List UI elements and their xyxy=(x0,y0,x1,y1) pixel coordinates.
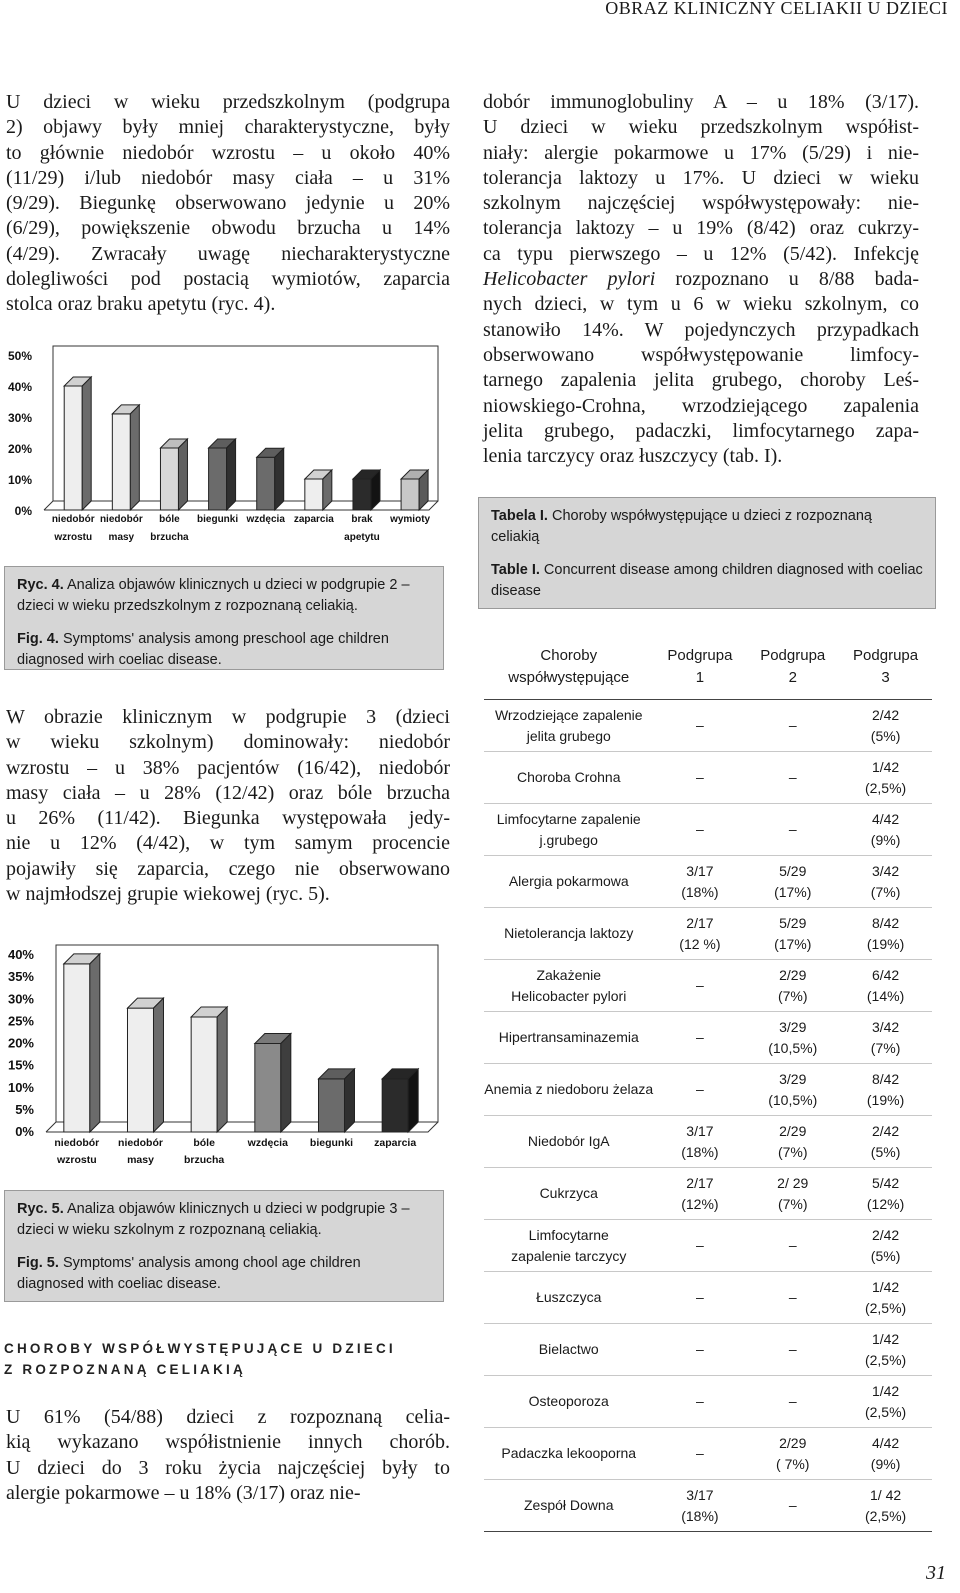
table-header-cell: Podgrupa 1 xyxy=(654,641,747,700)
table-row xyxy=(484,856,932,908)
category-label: apetytu xyxy=(344,532,380,543)
text-line: dolegliwości pod postacią wymiotów, zaparcia xyxy=(6,268,450,291)
table-row xyxy=(484,1376,932,1428)
table-1-caption xyxy=(478,497,936,609)
category-label: masy xyxy=(108,532,135,543)
table-cell: – xyxy=(746,1480,839,1532)
table-cell: 3/29 (10,5%) xyxy=(746,1064,839,1116)
table-cell: Niedobór IgA xyxy=(484,1116,654,1168)
table-cell: Choroba Crohna xyxy=(484,752,654,804)
table-cell: 5/42 (12%) xyxy=(839,1168,932,1220)
table-cell: – xyxy=(654,1428,747,1480)
text-line: 2) objawy były mniej charakterystyczne, były xyxy=(6,116,450,139)
bar-front xyxy=(318,1079,344,1132)
category-label: bóle xyxy=(159,514,180,525)
table-row xyxy=(484,804,932,856)
category-label: niedobór xyxy=(51,514,95,525)
text-line: tolerancja laktozy u 17%. U dzieci w wieku xyxy=(483,166,919,189)
y-tick-label: 40% xyxy=(7,380,32,394)
table-cell: – xyxy=(654,1220,747,1272)
text-line: alergie pokarmowe – u 18% (3/17) oraz nie- xyxy=(6,1481,361,1504)
figure-4-chart xyxy=(0,338,450,560)
table-cell: 2/42 (5%) xyxy=(839,1116,932,1168)
text-line: w wieku szkolnym) dominowały: niedobór xyxy=(6,731,450,754)
text-line: (4/29). Zwracały uwagę niecharakterystyczne xyxy=(6,242,450,265)
figure-4-caption-en: Symptoms' analysis among preschool age children diagnosed wirh coeliac disease. xyxy=(17,631,389,668)
bar-1 xyxy=(112,405,139,510)
bar-3 xyxy=(209,439,236,510)
bar-side xyxy=(178,439,187,510)
table-cell: Alergia pokarmowa xyxy=(484,856,654,908)
table-row xyxy=(484,1220,932,1272)
table-cell: 1/ 42 (2,5%) xyxy=(839,1480,932,1532)
figure-5-label-en: Fig. 5. xyxy=(17,1255,59,1271)
table-header-cell: Podgrupa 3 xyxy=(839,641,932,700)
text-line: stanowiło 14%. W pojedynczych przypadkach xyxy=(483,318,919,341)
category-label: wymioty xyxy=(390,514,431,525)
bar-2 xyxy=(160,439,187,510)
figure-4-label-en: Fig. 4. xyxy=(17,631,59,647)
text-line: tolerancja laktozy – u 19% (8/42) oraz cukrzy- xyxy=(483,217,919,240)
text-line: U 61% (54/88) dzieci z rozpoznaną celia- xyxy=(6,1406,450,1428)
table-cell: – xyxy=(654,1324,747,1376)
category-label: bóle xyxy=(193,1137,215,1149)
table-cell: 2/42 (5%) xyxy=(839,700,932,752)
category-label: niedobór xyxy=(54,1137,100,1149)
text-line: Helicobacter pylori rozpoznano u 8/88 bada- xyxy=(483,268,919,291)
bar-7 xyxy=(401,470,428,510)
table-row xyxy=(484,1168,932,1220)
table-cell: – xyxy=(654,960,747,1012)
paragraph-preschool xyxy=(6,90,450,318)
category-label: biegunki xyxy=(197,514,239,525)
table-cell: 3/17 (18%) xyxy=(654,1116,747,1168)
text-line: W obrazie klinicznym w podgrupie 3 (dzieci xyxy=(6,706,450,728)
table-row xyxy=(484,1324,932,1376)
bar-front xyxy=(305,479,323,510)
table-cell: 2/29 (7%) xyxy=(746,1116,839,1168)
text-line: masy ciała – u 28% (12/42) oraz bóle brzucha xyxy=(6,781,450,804)
table-1-caption-en: Concurrent disease among children diagnosed with coeliac disease xyxy=(491,562,923,599)
category-label: niedobór xyxy=(118,1137,163,1149)
table-row xyxy=(484,1064,932,1116)
y-tick-label: 5% xyxy=(15,1101,34,1117)
table-row xyxy=(484,1012,932,1064)
page-number: 31 xyxy=(926,1562,946,1584)
y-tick-label: 0% xyxy=(14,504,32,518)
y-tick-label: 30% xyxy=(7,411,32,425)
text-line: (9/29). Biegunkę obserwowano jedynie u 20% xyxy=(6,192,450,215)
paragraph-comorbid-left xyxy=(6,1405,450,1506)
bar-side xyxy=(90,954,100,1132)
y-tick-label: 20% xyxy=(7,1035,34,1051)
table-cell: 6/42 (14%) xyxy=(839,960,932,1012)
table-1-label: Tabela I. xyxy=(491,508,548,524)
comorbidity-table xyxy=(484,641,932,1532)
text-line: dobór immunoglobuliny A – u 18% (3/17). xyxy=(483,91,919,113)
bar-0 xyxy=(64,954,100,1132)
bar-5 xyxy=(305,470,332,510)
text-line: szkolnym najczęściej współwystępowały: nie- xyxy=(483,192,919,215)
y-tick-label: 10% xyxy=(7,473,32,487)
category-label: brzucha xyxy=(184,1154,225,1166)
table-cell: Anemia z niedoboru żelaza xyxy=(484,1064,654,1116)
table-row xyxy=(484,960,932,1012)
bar-front xyxy=(401,479,419,510)
text-line: U dzieci do 3 roku życia najczęściej były to xyxy=(6,1456,450,1479)
table-cell: Łuszczyca xyxy=(484,1272,654,1324)
bar-4 xyxy=(257,448,284,510)
bar-front xyxy=(191,1017,217,1132)
bar-front xyxy=(255,1044,281,1133)
category-label: wzdęcia xyxy=(247,1137,288,1149)
table-cell: 3/42 (7%) xyxy=(839,856,932,908)
figure-5-caption-pl: Analiza objawów klinicznych u dzieci w podgrupie 3 – dzieci w wieku szkolnym z rozpoznaną celiakią. xyxy=(17,1201,410,1238)
section-heading-line1: CHOROBY WSPÓŁWYSTĘPUJĄCE U DZIECI xyxy=(4,1341,396,1356)
text-line: u 26% (11/42). Biegunka występowała jedy- xyxy=(6,807,450,830)
bar-front xyxy=(127,1008,153,1132)
table-cell: – xyxy=(746,1272,839,1324)
table-row xyxy=(484,1480,932,1532)
y-tick-label: 35% xyxy=(7,969,34,985)
bar-side xyxy=(275,448,284,510)
category-label: brak xyxy=(351,514,373,525)
table-cell: 2/29 (7%) xyxy=(746,960,839,1012)
table-cell: – xyxy=(746,1376,839,1428)
figure-4-caption xyxy=(4,566,444,670)
text-line: ca typu pierwszego – u 12% (5/42). Infekcję xyxy=(483,242,919,265)
table-cell: – xyxy=(746,700,839,752)
bar-side xyxy=(344,1069,354,1132)
table-cell: – xyxy=(654,1064,747,1116)
category-label: wzdęcia xyxy=(246,514,285,525)
chart-floor xyxy=(46,1122,438,1132)
text-line: (11/29) i/lub niedobór masy ciała – u 31% xyxy=(6,166,450,189)
bar-0 xyxy=(64,377,91,510)
y-tick-label: 20% xyxy=(7,442,32,456)
category-label: wzrostu xyxy=(56,1154,97,1166)
bar-front xyxy=(382,1079,408,1132)
figure-5-caption-en: Symptoms' analysis among chool age children diagnosed with coeliac disease. xyxy=(17,1255,361,1292)
table-cell: – xyxy=(746,752,839,804)
y-tick-label: 15% xyxy=(7,1057,34,1073)
table-cell: – xyxy=(654,1376,747,1428)
table-cell: 8/42 (19%) xyxy=(839,1064,932,1116)
table-cell: Nietolerancja laktozy xyxy=(484,908,654,960)
table-cell: 5/29 (17%) xyxy=(746,856,839,908)
table-1-caption-pl: Choroby współwystępujące u dzieci z rozpoznaną celiakią xyxy=(491,508,872,545)
bar-6 xyxy=(353,470,380,510)
bar-5 xyxy=(382,1069,418,1132)
table-header-row xyxy=(484,641,932,700)
category-label: zaparcia xyxy=(293,514,334,525)
table-row xyxy=(484,1272,932,1324)
table-cell: 3/42 (7%) xyxy=(839,1012,932,1064)
section-heading-line2: Z ROZPOZNANĄ CELIAKIĄ xyxy=(4,1362,246,1377)
category-label: niedobór xyxy=(99,514,143,525)
table-cell: 1/42 (2,5%) xyxy=(839,1272,932,1324)
table-cell: 2/29 ( 7%) xyxy=(746,1428,839,1480)
table-cell: Limfocytarne zapalenie j.grubego xyxy=(484,804,654,856)
table-cell: – xyxy=(654,752,747,804)
bar-side xyxy=(227,439,236,510)
bar-front xyxy=(64,386,82,510)
y-tick-label: 25% xyxy=(7,1013,34,1029)
category-label: brzucha xyxy=(150,532,189,543)
bar-side xyxy=(281,1034,291,1133)
table-cell: Bielactwo xyxy=(484,1324,654,1376)
bar-side xyxy=(217,1007,227,1132)
table-cell: 3/29 (10,5%) xyxy=(746,1012,839,1064)
text-line: w najmłodszej grupie wiekowej (ryc. 5). xyxy=(6,883,330,906)
figure-4-caption-pl: Analiza objawów klinicznych u dzieci w podgrupie 2 – dzieci w wieku przedszkolnym z rozpoznaną celiakią. xyxy=(17,577,410,614)
table-cell: – xyxy=(654,1012,747,1064)
paragraph-school xyxy=(6,705,450,907)
table-cell: 3/17 (18%) xyxy=(654,856,747,908)
text-line: kią wykazano współistnienie innych chorób. xyxy=(6,1431,450,1454)
y-tick-label: 0% xyxy=(15,1124,34,1139)
table-row xyxy=(484,700,932,752)
text-line: lenia tarczycy oraz łuszczycy (tab. I). xyxy=(483,445,783,468)
figure-5-chart xyxy=(0,944,450,1184)
category-label: zaparcia xyxy=(374,1137,417,1149)
chart-back-wall xyxy=(44,346,53,510)
bar-front xyxy=(64,964,90,1132)
bar-4 xyxy=(318,1069,354,1132)
table-row xyxy=(484,752,932,804)
table-1-label-en: Table I. xyxy=(491,562,540,578)
table-row xyxy=(484,1116,932,1168)
bar-front xyxy=(112,414,130,510)
table-cell: Wrzodziejące zapalenie jelita grubego xyxy=(484,700,654,752)
figure-5-label: Ryc. 5. xyxy=(17,1201,64,1217)
text-line: stolca oraz braku apetytu (ryc. 4). xyxy=(6,293,276,316)
text-line: (6/29), powiększenie obwodu brzucha u 14% xyxy=(6,217,450,240)
table-cell: – xyxy=(746,1324,839,1376)
text-line: to głównie niedobór wzrostu – u około 40% xyxy=(6,141,450,164)
table-cell: 5/29 (17%) xyxy=(746,908,839,960)
text-line: U dzieci w wieku przedszkolnym (podgrupa xyxy=(6,91,450,113)
table-header-cell: Choroby współwystępujące xyxy=(484,641,654,700)
bar-side xyxy=(82,377,91,510)
table-cell: Zakażenie Helicobacter pylori xyxy=(484,960,654,1012)
table-header-cell: Podgrupa 2 xyxy=(746,641,839,700)
table-cell: Padaczka lekooporna xyxy=(484,1428,654,1480)
category-label: masy xyxy=(127,1154,154,1166)
table-cell: 2/42 (5%) xyxy=(839,1220,932,1272)
bar-2 xyxy=(191,1007,227,1132)
bar-side xyxy=(153,998,163,1132)
paragraph-comorbid-right xyxy=(483,90,919,469)
table-cell: 3/17 (18%) xyxy=(654,1480,747,1532)
table-cell: Cukrzyca xyxy=(484,1168,654,1220)
table-cell: 8/42 (19%) xyxy=(839,908,932,960)
table-cell: 4/42 (9%) xyxy=(839,1428,932,1480)
text-line: tarnego zapalenia jelita grubego, choroby Leś- xyxy=(483,369,919,392)
text-line: wzrostu – u 38% pacjentów (16/42), niedobór xyxy=(6,756,450,779)
table-row xyxy=(484,1428,932,1480)
category-label: biegunki xyxy=(309,1137,354,1149)
text-line: obserwowano współwystępowanie limfocy- xyxy=(483,343,919,366)
bar-side xyxy=(130,405,139,510)
bar-1 xyxy=(127,998,163,1132)
table-cell: 2/17 (12%) xyxy=(654,1168,747,1220)
table-cell: 2/17 (12 %) xyxy=(654,908,747,960)
bar-front xyxy=(209,448,227,510)
table-cell: – xyxy=(746,804,839,856)
text-line: nych dzieci, w tym u 6 w wieku szkolnym, co xyxy=(483,293,919,316)
table-row xyxy=(484,908,932,960)
table-cell: – xyxy=(654,1272,747,1324)
text-line: nie u 12% (4/42), w tym samym procencie xyxy=(6,832,450,855)
table-cell: – xyxy=(654,804,747,856)
running-header: OBRAZ KLINICZNY CELIAKII U DZIECI xyxy=(605,0,948,18)
table-cell: – xyxy=(654,700,747,752)
bar-side xyxy=(408,1069,418,1132)
y-tick-label: 30% xyxy=(7,991,34,1007)
bar-3 xyxy=(255,1034,291,1133)
bar-front xyxy=(257,457,275,510)
chart-back-wall xyxy=(46,945,56,1132)
bar-front xyxy=(353,479,371,510)
chart-plot-frame xyxy=(56,945,438,1122)
y-tick-label: 50% xyxy=(7,349,32,363)
figure-4-label: Ryc. 4. xyxy=(17,577,64,593)
table-cell: Zespół Downa xyxy=(484,1480,654,1532)
table-cell: Limfocytarne zapalenie tarczycy xyxy=(484,1220,654,1272)
y-tick-label: 40% xyxy=(7,947,34,962)
table-cell: Hipertransaminazemia xyxy=(484,1012,654,1064)
table-cell: – xyxy=(746,1220,839,1272)
text-line: niały: alergie pokarmowe u 17% (5/29) i nie- xyxy=(483,141,919,164)
table-cell: 1/42 (2,5%) xyxy=(839,1376,932,1428)
y-tick-label: 10% xyxy=(7,1079,34,1095)
bar-front xyxy=(160,448,178,510)
table-cell: 4/42 (9%) xyxy=(839,804,932,856)
text-line: niowskiego-Crohna, wrzodziejącego zapalenia xyxy=(483,394,919,417)
figure-5-caption xyxy=(4,1190,444,1302)
text-line: jelita grubego, padaczki, limfocytarnego zapa- xyxy=(483,419,919,442)
table-cell: 1/42 (2,5%) xyxy=(839,752,932,804)
table-cell: 2/ 29 (7%) xyxy=(746,1168,839,1220)
text-line: U dzieci w wieku przedszkolnym współist- xyxy=(483,116,919,139)
table-cell: Osteoporoza xyxy=(484,1376,654,1428)
text-line: pojawiły się zaparcia, czego nie obserwowano xyxy=(6,857,450,880)
table-cell: 1/42 (2,5%) xyxy=(839,1324,932,1376)
category-label: wzrostu xyxy=(54,532,93,543)
